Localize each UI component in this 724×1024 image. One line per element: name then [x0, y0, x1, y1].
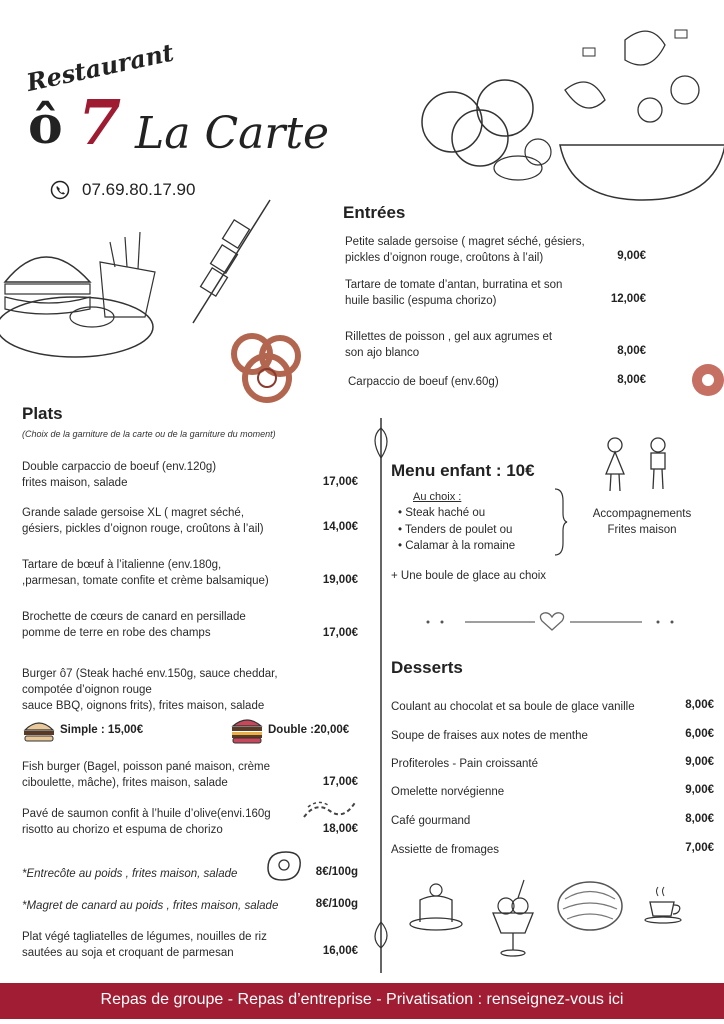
plat-item-name: Fish burger (Bagel, poisson pané maison, crème ciboulette, mâche), frites maison, salade — [22, 761, 271, 789]
dessert-item-name: Omelette norvégienne — [391, 786, 505, 798]
plat-item-price: 14,00€ — [322, 521, 358, 533]
dessert-item-name: Assiette de fromages — [391, 844, 500, 856]
plat-item-price: 8€/100g — [315, 898, 358, 910]
croissant-bread-icon — [555, 874, 625, 934]
desserts-title: Desserts — [391, 658, 463, 677]
phone-number[interactable]: 07.69.80.17.90 — [82, 180, 196, 199]
entree-item-name: Tartare de tomate d’antan, burratina et son huile basilic (espuma chorizo) — [345, 279, 563, 307]
plat-item-name: Plat végé tagliatelles de légumes, nouilles de riz sautées au soja et croquant de parmesan — [22, 931, 267, 959]
lava-cake-icon — [408, 882, 468, 932]
plat-item-name: Tartare de bœuf à l’italienne (env.180g, ,parmesan, tomate confite et crème balsamique) — [22, 559, 269, 587]
sundae-icon — [488, 878, 538, 958]
plat-item-name: *Magret de canard au poids , frites maison, salade — [22, 900, 279, 912]
entrees-title: Entrées — [343, 203, 406, 222]
enfant-option: • Steak haché ou — [398, 507, 486, 519]
dessert-item-price: 7,00€ — [685, 842, 714, 854]
heart-divider — [420, 610, 680, 634]
curly-brace-icon — [553, 487, 567, 557]
vertical-vine-divider — [371, 418, 391, 978]
enfant-glace: + Une boule de glace au choix — [391, 570, 547, 582]
logo-la-carte: La Carte — [135, 108, 330, 159]
plat-item-price: 17,00€ — [322, 627, 358, 639]
children-icon — [600, 435, 680, 495]
plat-item-name: Brochette de cœurs de canard en persillade pomme de terre en robe des champs — [22, 611, 246, 639]
phone-icon — [50, 180, 70, 200]
plats-title: Plats — [22, 404, 63, 423]
dessert-item-price: 6,00€ — [685, 728, 714, 740]
red-flower-icon — [688, 355, 724, 415]
entree-item-name: Rillettes de poisson , gel aux agrumes et son ajo blanco — [345, 331, 553, 359]
plat-item-price: 18,00€ — [322, 823, 358, 835]
plat-item-price: 17,00€ — [322, 476, 358, 488]
dessert-item-name: Soupe de fraises aux notes de menthe — [391, 730, 588, 742]
entree-item-name: Petite salade gersoise ( magret séché, gésiers, pickles d’oignon rouge, croûtons à l’ail) — [345, 236, 585, 264]
skewer-illustration — [185, 195, 275, 325]
entree-item-price: 8,00€ — [617, 374, 646, 386]
tomatoes-illustration — [410, 60, 550, 190]
plat-item-price: 19,00€ — [322, 574, 358, 586]
plat-item-price: 16,00€ — [322, 945, 358, 957]
dessert-item-price: 8,00€ — [685, 699, 714, 711]
burger-double-icon — [230, 716, 264, 744]
plat-item-name: Double carpaccio de boeuf (env.120g) frites maison, salade — [22, 461, 217, 489]
plat-item-name: *Entrecôte au poids , frites maison, salade — [22, 868, 238, 880]
burger-fries-illustration — [0, 222, 165, 362]
logo-o-letter: ô — [28, 95, 63, 156]
dessert-item-name: Profiteroles - Pain croissanté — [391, 758, 539, 770]
dessert-item-price: 8,00€ — [685, 813, 714, 825]
dessert-item-price: 9,00€ — [685, 756, 714, 768]
enfant-option: • Calamar à la romaine — [398, 540, 516, 552]
logo-seven: 7 — [78, 86, 122, 159]
enfant-title: Menu enfant : 10€ — [391, 461, 535, 480]
burger-double-price: Double :20,00€ — [268, 724, 350, 736]
burger-simple-icon — [22, 718, 56, 744]
burger-simple-price: Simple : 15,00€ — [60, 724, 144, 736]
plat-item-name: Pavé de saumon confit à l’huile d’olive(envi.160g risotto au chorizo et espuma de chorizo — [22, 808, 271, 836]
dessert-item-name: Coulant au chocolat et sa boule de glace vanille — [391, 701, 635, 713]
salad-bowl-illustration — [555, 20, 724, 200]
plat-item-price: 8€/100g — [315, 866, 358, 878]
entree-item-price: 8,00€ — [617, 345, 646, 357]
footer-text[interactable]: Repas de groupe - Repas d’entreprise - Privatisation : renseignez-vous ici — [100, 991, 624, 1008]
logo-restaurant-text: Restaurant — [23, 37, 177, 97]
entree-item-name: Carpaccio de boeuf (env.60g) — [348, 376, 499, 388]
entree-item-price: 9,00€ — [617, 250, 646, 262]
onion-rings-icon — [222, 326, 312, 411]
coffee-cup-icon — [642, 880, 688, 926]
enfant-option: • Tenders de poulet ou — [398, 524, 513, 536]
plat-item-price: 17,00€ — [322, 776, 358, 788]
dessert-item-price: 9,00€ — [685, 784, 714, 796]
entree-item-price: 12,00€ — [610, 293, 646, 305]
dessert-item-name: Café gourmand — [391, 815, 471, 827]
plat-item-name: Grande salade gersoise XL ( magret séché, gésiers, pickles d’oignon rouge, croûtons à l’ail) — [22, 507, 264, 535]
burger-item-name: Burger ô7 (Steak haché env.150g, sauce cheddar, compotée d’oignon rouge sauce BBQ, oignons frits), frites maison, salade — [22, 668, 278, 712]
enfant-accompagnements: Accompagnements Frites maison — [592, 508, 692, 536]
enfant-choice-label: Au choix : — [413, 491, 462, 503]
plats-subtitle: (Choix de la garniture de la carte ou de la garniture du moment) — [22, 429, 276, 439]
